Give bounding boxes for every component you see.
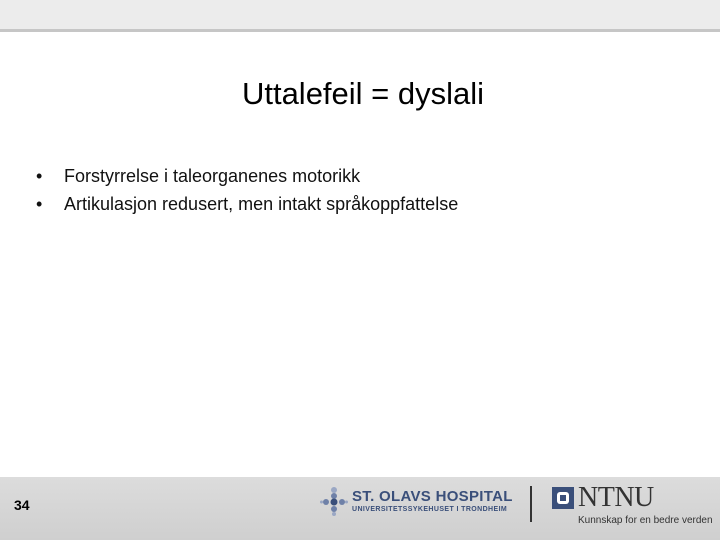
bullet-marker: • <box>36 166 43 186</box>
bullet-list <box>36 162 458 218</box>
ntnu-logo-icon <box>552 487 574 509</box>
bullet-text: Artikulasjon redusert, men intakt språkoppfattelse <box>64 194 459 214</box>
bullet-marker: • <box>36 194 43 214</box>
bullet-item <box>36 162 458 190</box>
bullet-text: Forstyrrelse i taleorganenes motorikk <box>64 166 361 186</box>
ntnu-logo <box>552 482 712 528</box>
st-olavs-logo <box>320 486 520 518</box>
slide-title: Uttalefeil = dyslali <box>241 76 485 111</box>
header-rule <box>0 29 720 32</box>
header-band <box>0 0 720 30</box>
university-name: NTNU <box>578 482 654 513</box>
hospital-name: ST. OLAVS HOSPITAL <box>352 488 513 505</box>
university-tagline: Kunnskap for en bedre verden <box>578 515 713 526</box>
page-number: 34 <box>14 497 30 513</box>
logo-divider <box>530 486 532 522</box>
st-olavs-cross-logo-icon <box>320 486 348 516</box>
hospital-subtitle: UNIVERSITETSSYKEHUSET I TRONDHEIM <box>352 506 508 513</box>
bullet-item <box>36 190 458 218</box>
